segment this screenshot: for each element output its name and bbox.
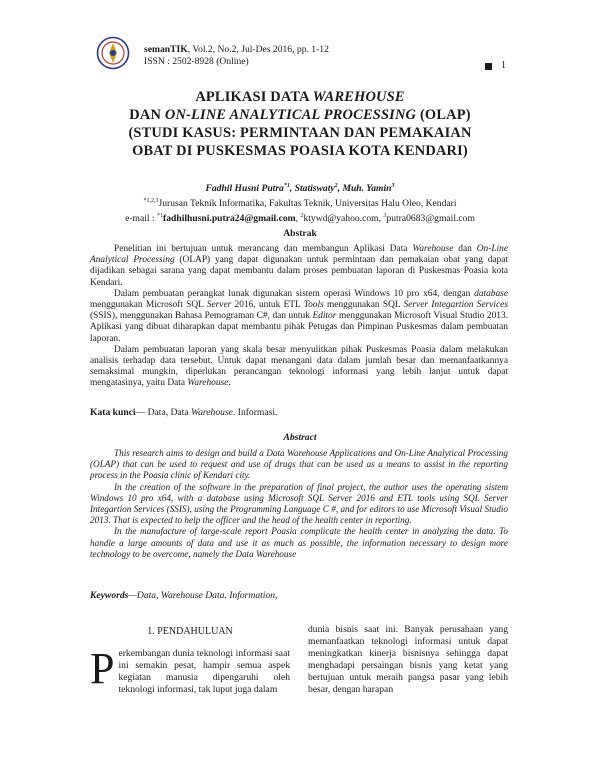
- abstract-heading: Abstract: [283, 432, 317, 443]
- abstrak-p3-c: .: [228, 378, 231, 389]
- abstrak-p2-b: database: [474, 288, 508, 299]
- author-3-sup: 3: [391, 183, 395, 189]
- email-sep-1: ,: [295, 213, 301, 225]
- kata-kunci-c: . Informasi.: [232, 407, 278, 418]
- journal-issn: ISSN : 2502-8928 (Online): [144, 55, 249, 67]
- title-line-4: OBAT DI PUSKESMAS POASIA KOTA KENDARI): [132, 143, 468, 159]
- abstrak-p2-h: Server Integartion Services: [403, 300, 508, 311]
- kata-kunci: [90, 407, 508, 418]
- email-3-link[interactable]: putra0683@gmail.com: [386, 213, 475, 225]
- title-line-2-b: ON-LINE ANALYTICAL PROCESSING: [164, 107, 417, 123]
- abstrak-p2-d: Server: [206, 300, 232, 311]
- right-column: [308, 624, 508, 696]
- email-1-sup: *1: [157, 213, 164, 220]
- abstrak-p1-c: dan: [453, 244, 477, 254]
- email-3-sup: 3: [383, 213, 387, 220]
- kata-kunci-dash: —: [135, 407, 148, 418]
- kata-kunci-b: Warehouse: [191, 407, 233, 418]
- abstrak-body: [90, 244, 508, 390]
- right-column-text: dunia bisnis saat ini. Banyak perusahaan yang memanfaatkan teknologi informasi untuk dapat meningkatkan kinerja bisnisnya sehingga dapat menghadapi persaingan bisnis yang ketat yang bertujuan untuk meraih pangsa pasar yang lebih besar, dengan harapan: [308, 624, 508, 695]
- title-line-1-b: WAREHOUSE: [312, 89, 405, 105]
- keywords: [90, 590, 508, 601]
- abstrak-p3-b: Warehouse: [187, 378, 229, 389]
- author-1-sup: *1: [283, 183, 290, 189]
- title-line-1-a: APLIKASI DATA: [195, 89, 313, 105]
- email-1-link[interactable]: fadhilhusni.putra24@gmail.com: [163, 213, 296, 225]
- affiliation-text: Jurusan Teknik Informatika, Fakultas Teknik, Universitas Halu Oleo, Kendari: [158, 198, 457, 210]
- journal-logo-icon: [96, 36, 130, 70]
- abstrak-heading: Abstrak: [283, 228, 317, 239]
- left-column: [90, 644, 290, 696]
- keywords-text: —Data, Warehouse Data. Information,: [128, 590, 278, 601]
- page-number: 1: [501, 60, 506, 71]
- abstrak-p2-e: 2016, untuk ETL: [231, 300, 304, 311]
- abstrak-p2-g: menggunakan SQL: [323, 300, 404, 311]
- abstrak-p2: [90, 289, 508, 345]
- affiliation-sup: *1,2,3: [143, 198, 159, 205]
- email-2-sup: 2: [300, 213, 304, 220]
- abstrak-p1-e: (OLAP) yang dapat digunakan untuk permintaan dan pemakaian obat yang dapat dijadikan sebagai sarana yang dapat membantu dalam proses pembuatan laporan di Puskesmas Poasia kota Kendari.: [90, 255, 508, 288]
- kata-kunci-label: Kata kunci: [90, 407, 136, 418]
- affiliation: [80, 195, 520, 210]
- keywords-label: Keywords: [90, 590, 129, 601]
- abstrak-p2-k: menggunakan Microsoft Visual Studio 2013. Aplikasi yang dibuat diharapkan dapat membantu pihak Petugas dan Pimpinan Puskesmas dalam pembuatan laporan.: [90, 311, 508, 344]
- abstrak-p3-a: Dalam pembuatan laporan yang skala besar menyulitkan pihak Puskesmas Poasia dalam melakukan analisis terhadap data tersebut. Untuk dapat menangani data dalam jumlah besar dan memanfaatkannya semaksimal mungkin, diperlukan perancangan teknologi informasi yang lebih lanjut untuk dapat mengatasinya, yaitu Data: [90, 344, 508, 389]
- email-prefix: e-mail :: [125, 213, 158, 225]
- author-2-sup: 2: [334, 183, 338, 189]
- author-2: Statiswaty: [294, 183, 335, 195]
- title-line-3: (STUDI KASUS: PERMINTAAN DAN PEMAKAIAN: [128, 125, 472, 141]
- abstrak-p3: [90, 345, 508, 390]
- email-sep-2: ,: [378, 213, 384, 225]
- title-line-2: [80, 106, 520, 124]
- abstrak-p1-a: Penelitian ini bertujuan untuk merancang dan membangun Aplikasi Data: [114, 244, 413, 254]
- page-marker: [485, 63, 492, 70]
- abstrak-p2-a: Dalam pembuatan perangkat lunak digunakan sistem operasi Windows 10 pro x64, dengan: [114, 288, 475, 299]
- dropcap: P: [90, 644, 115, 693]
- email-2-link[interactable]: ktywd@yahoo.com: [303, 213, 379, 225]
- abstract-body: [90, 448, 508, 560]
- title-line-2-c: (OLAP): [416, 107, 471, 123]
- journal-header: [144, 44, 329, 67]
- journal-info: , Vol.2, No.2, Jul-Des 2016, pp. 1-12: [187, 44, 329, 55]
- abstrak-p2-f: Tools: [303, 300, 324, 311]
- abstract-p2: In the creation of the software in the preparation of final project, the author uses the operating sistem Windows 10 pro x64, with a database using Microsoft SQL Server 2016 and ETL tools using SQL Server Integartion Services (SSIS), using the Programming Language C #, and for editors to use Microsoft Visual Studio 2013. That is expected to help the officer and the head of the health center in reporting.: [90, 481, 508, 526]
- kata-kunci-a: Data, Data: [147, 407, 192, 418]
- author-sep-2: ,: [337, 183, 343, 195]
- abstrak-p2-i: (SSIS), menggunakan Bahasa Pemograman C#, dan untuk: [90, 311, 313, 322]
- title-line-1: [80, 88, 520, 106]
- left-column-body: erkembangan dunia teknologi informasi saat ini semakin pesat, hampir semua aspek kegiatan manusia dipengaruhi oleh teknologi informasi, tak luput juga dalam: [118, 648, 290, 695]
- author-1: Fadhil Husni Putra: [205, 183, 284, 195]
- author-sep-1: ,: [289, 183, 295, 195]
- paper-title: [80, 88, 520, 160]
- email-line: [80, 210, 520, 225]
- abstrak-p2-c: menggunakan Microsoft SQL: [90, 300, 207, 311]
- abstrak-p1-d: On-Line Analytical Processing: [90, 244, 508, 266]
- author-block: [80, 180, 520, 226]
- journal-citation: [144, 44, 329, 56]
- section-heading: 1. PENDAHULUAN: [147, 626, 233, 637]
- abstrak-p2-j: Editor: [312, 311, 337, 322]
- title-line-2-a: DAN: [129, 107, 165, 123]
- abstract-p1: This research aims to design and build a Data Warehouse Applications and On-Line Analytical Processing (OLAP) that can be used to request and use of drugs that can be used as a means to assist in the reporting process in the Poasia clinic of Kendari city.: [90, 448, 508, 481]
- author-names: [80, 180, 520, 195]
- author-3: Muh. Yamin: [342, 183, 392, 195]
- abstract-p3: In the manufacture of large-scale report Poasia complicate the health center in analyzing the data. To handle a large amounts of data and use it as much as possible, the information necessary to design more technology to be overcome, namely the Data Warehouse: [90, 526, 508, 559]
- abstrak-p1-b: Warehouse: [412, 244, 454, 254]
- left-column-text: [90, 644, 290, 696]
- abstrak-p1: [90, 244, 508, 289]
- journal-name: semanTIK: [144, 44, 188, 55]
